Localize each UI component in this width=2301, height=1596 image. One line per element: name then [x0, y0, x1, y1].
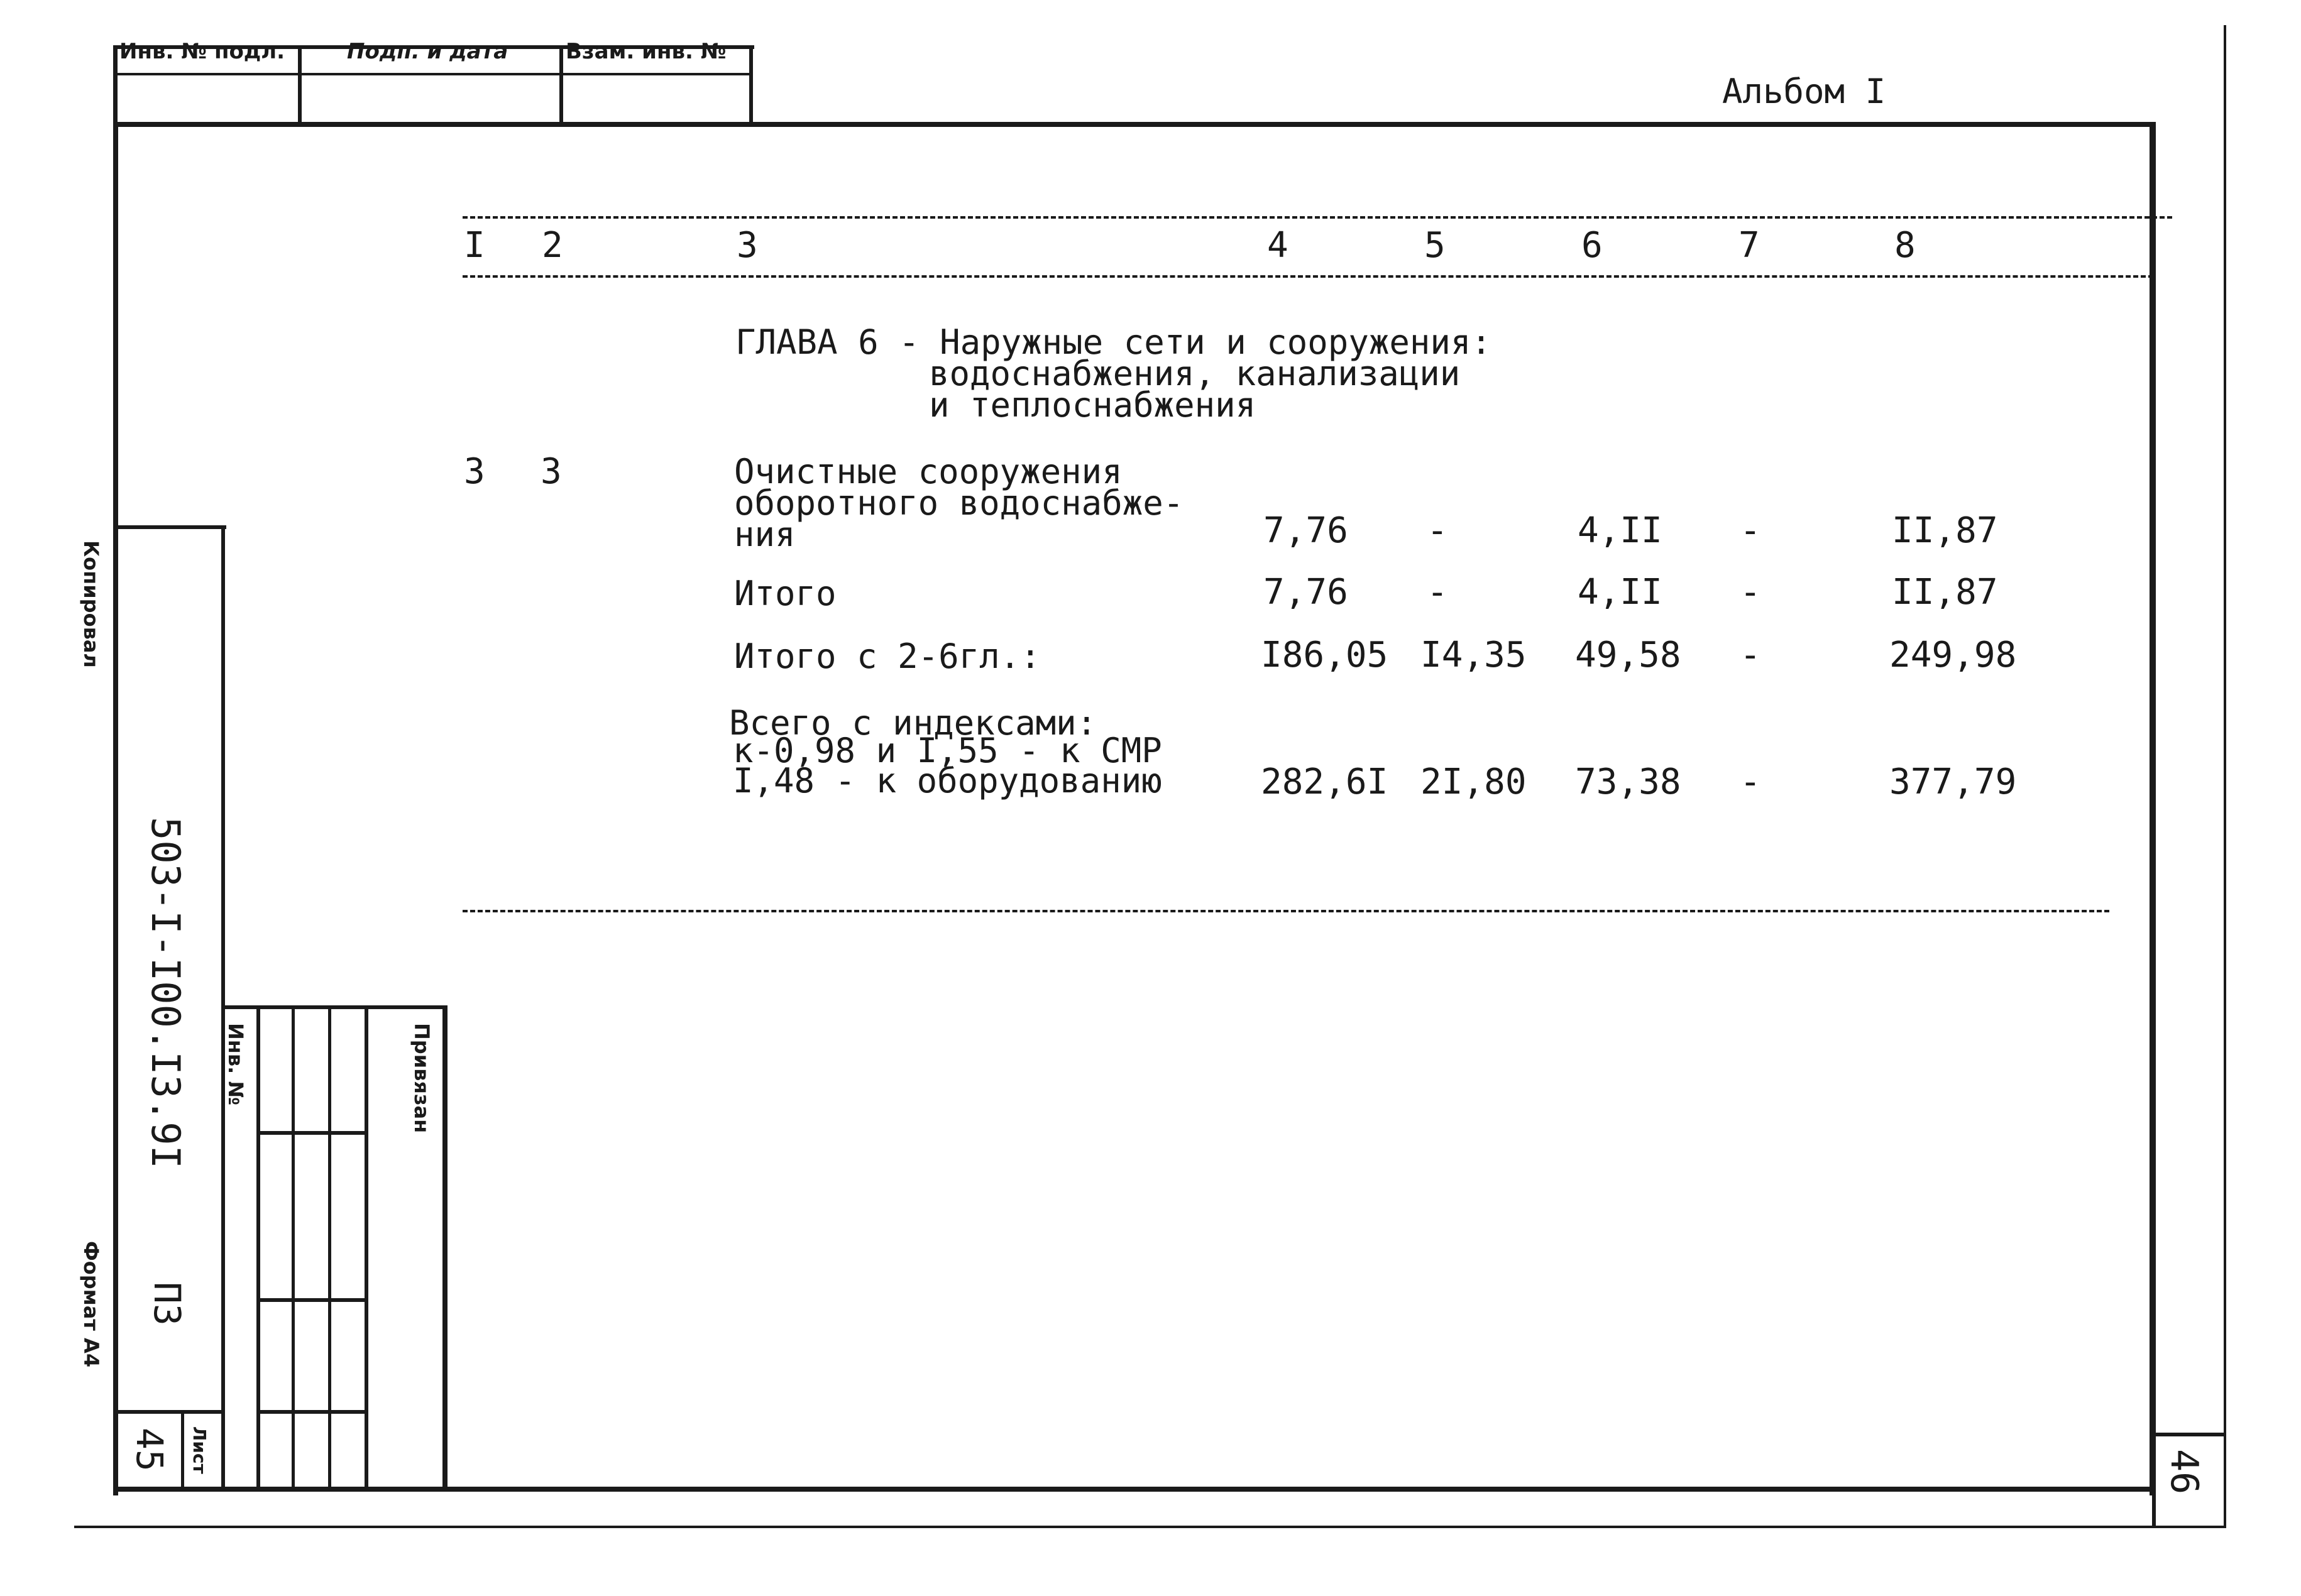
inv-col-1: [256, 1005, 260, 1489]
row4-name-line3: I,48 - к оборудованию: [733, 761, 1162, 801]
row3-col6: 49,58: [1575, 635, 1681, 675]
row1-name-line1: Очистные сооружения: [734, 452, 1123, 491]
col-header-1: I: [464, 225, 485, 266]
col-header-2: 2: [542, 225, 563, 266]
stamp-mid-line: [113, 73, 753, 75]
doc-code: 503-I-I00.I3.9I: [143, 817, 189, 1169]
row3-col5: I4,35: [1420, 635, 1527, 675]
frame-bottom: [113, 1487, 2156, 1492]
right-sheet-box-left: [2152, 1433, 2156, 1527]
row1-name-line3: ния: [734, 515, 796, 554]
row2-col8: II,87: [1892, 572, 1998, 613]
frame-top: [113, 122, 2156, 127]
side-block-bottom-divider: [113, 1410, 225, 1414]
stamp-inv-podl: Инв. № подл.: [119, 39, 285, 64]
stamp-left-border: [113, 45, 118, 126]
row2-col6: 4,II: [1578, 572, 1662, 613]
right-sheet-box-top: [2152, 1433, 2224, 1436]
row2-col4: 7,76: [1263, 572, 1348, 613]
row3-col7: -: [1740, 635, 1761, 675]
album-label: Альбом I: [1722, 72, 1886, 111]
privyazan-label: Привязан: [410, 1023, 434, 1134]
stamp-podp-data: Подп. и дата: [347, 39, 508, 64]
row2-name: Итого: [734, 574, 837, 613]
row4-col5: 2I,80: [1420, 762, 1527, 802]
page-bottom-line: [74, 1526, 2224, 1528]
row3-name: Итого с 2-6гл.:: [734, 637, 1041, 676]
row4-name-line2: к-0,98 и I,55 - к СМР: [733, 731, 1162, 770]
row3-col4: I86,05: [1261, 635, 1388, 675]
row1-col1: 3: [464, 451, 485, 492]
kopiroval-label: Копировал: [79, 540, 103, 668]
stamp-vzam-inv: Взам. инв. №: [566, 39, 727, 64]
inv-row-1: [256, 1131, 367, 1135]
inv-row-2: [256, 1298, 367, 1302]
col-header-4: 4: [1267, 225, 1288, 266]
section-code: ПЗ: [146, 1282, 189, 1326]
stamp-divider-3: [749, 45, 753, 126]
chapter-subtitle-2: и теплоснабжения: [929, 385, 1256, 425]
row4-name-line1: Всего с индексами:: [729, 703, 1097, 743]
row1-col8: II,87: [1892, 510, 1998, 551]
inv-no-label: Инв. №: [224, 1023, 248, 1105]
row1-col6: 4,II: [1578, 510, 1662, 551]
col-header-3: 3: [737, 225, 758, 266]
inv-col-4: [365, 1005, 368, 1489]
row4-col4: 282,6I: [1261, 762, 1388, 802]
side-block-top: [113, 525, 226, 529]
stamp-divider-2: [559, 45, 563, 126]
page-right-edge: [2224, 25, 2226, 1528]
stamp-divider-1: [298, 45, 302, 126]
format-label: Формат А4: [79, 1241, 103, 1368]
col-header-8: 8: [1894, 225, 1916, 266]
row1-col5: -: [1427, 510, 1448, 551]
inv-col-5: [442, 1005, 448, 1489]
row2-col7: -: [1740, 572, 1761, 613]
row4-col7: -: [1740, 762, 1761, 802]
row1-col2: 3: [541, 451, 562, 492]
col-header-5: 5: [1424, 225, 1446, 266]
row4-col6: 73,38: [1575, 762, 1681, 802]
sheet-label: Лист: [189, 1426, 210, 1474]
sheet-label-divider: [181, 1411, 184, 1490]
col-header-7: 7: [1738, 225, 1760, 266]
inv-row-3: [256, 1410, 367, 1414]
col-header-6: 6: [1581, 225, 1603, 266]
right-sheet-number: 46: [2162, 1449, 2206, 1495]
table-header-bottom-line: [463, 275, 2153, 281]
table-bottom-line: [463, 910, 2109, 916]
row1-col4: 7,76: [1263, 510, 1348, 551]
sheet-left-number: 45: [128, 1428, 171, 1472]
row3-col8: 249,98: [1889, 635, 2017, 675]
frame-right: [2150, 122, 2156, 1495]
row4-col8: 377,79: [1889, 762, 2017, 802]
frame-left: [113, 122, 118, 1495]
row1-name-line2: оборотного водоснабже-: [734, 483, 1184, 523]
inv-col-3: [328, 1005, 331, 1489]
chapter-title: ГЛАВА 6 - Наружные сети и сооружения:: [735, 322, 1491, 362]
chapter-subtitle-1: водоснабжения, канализации: [929, 354, 1461, 393]
inv-table-top: [221, 1005, 448, 1009]
table-header-top-line: [463, 216, 2172, 222]
row2-col5: -: [1427, 572, 1448, 613]
inv-col-2: [292, 1005, 295, 1489]
row1-col7: -: [1740, 510, 1761, 551]
